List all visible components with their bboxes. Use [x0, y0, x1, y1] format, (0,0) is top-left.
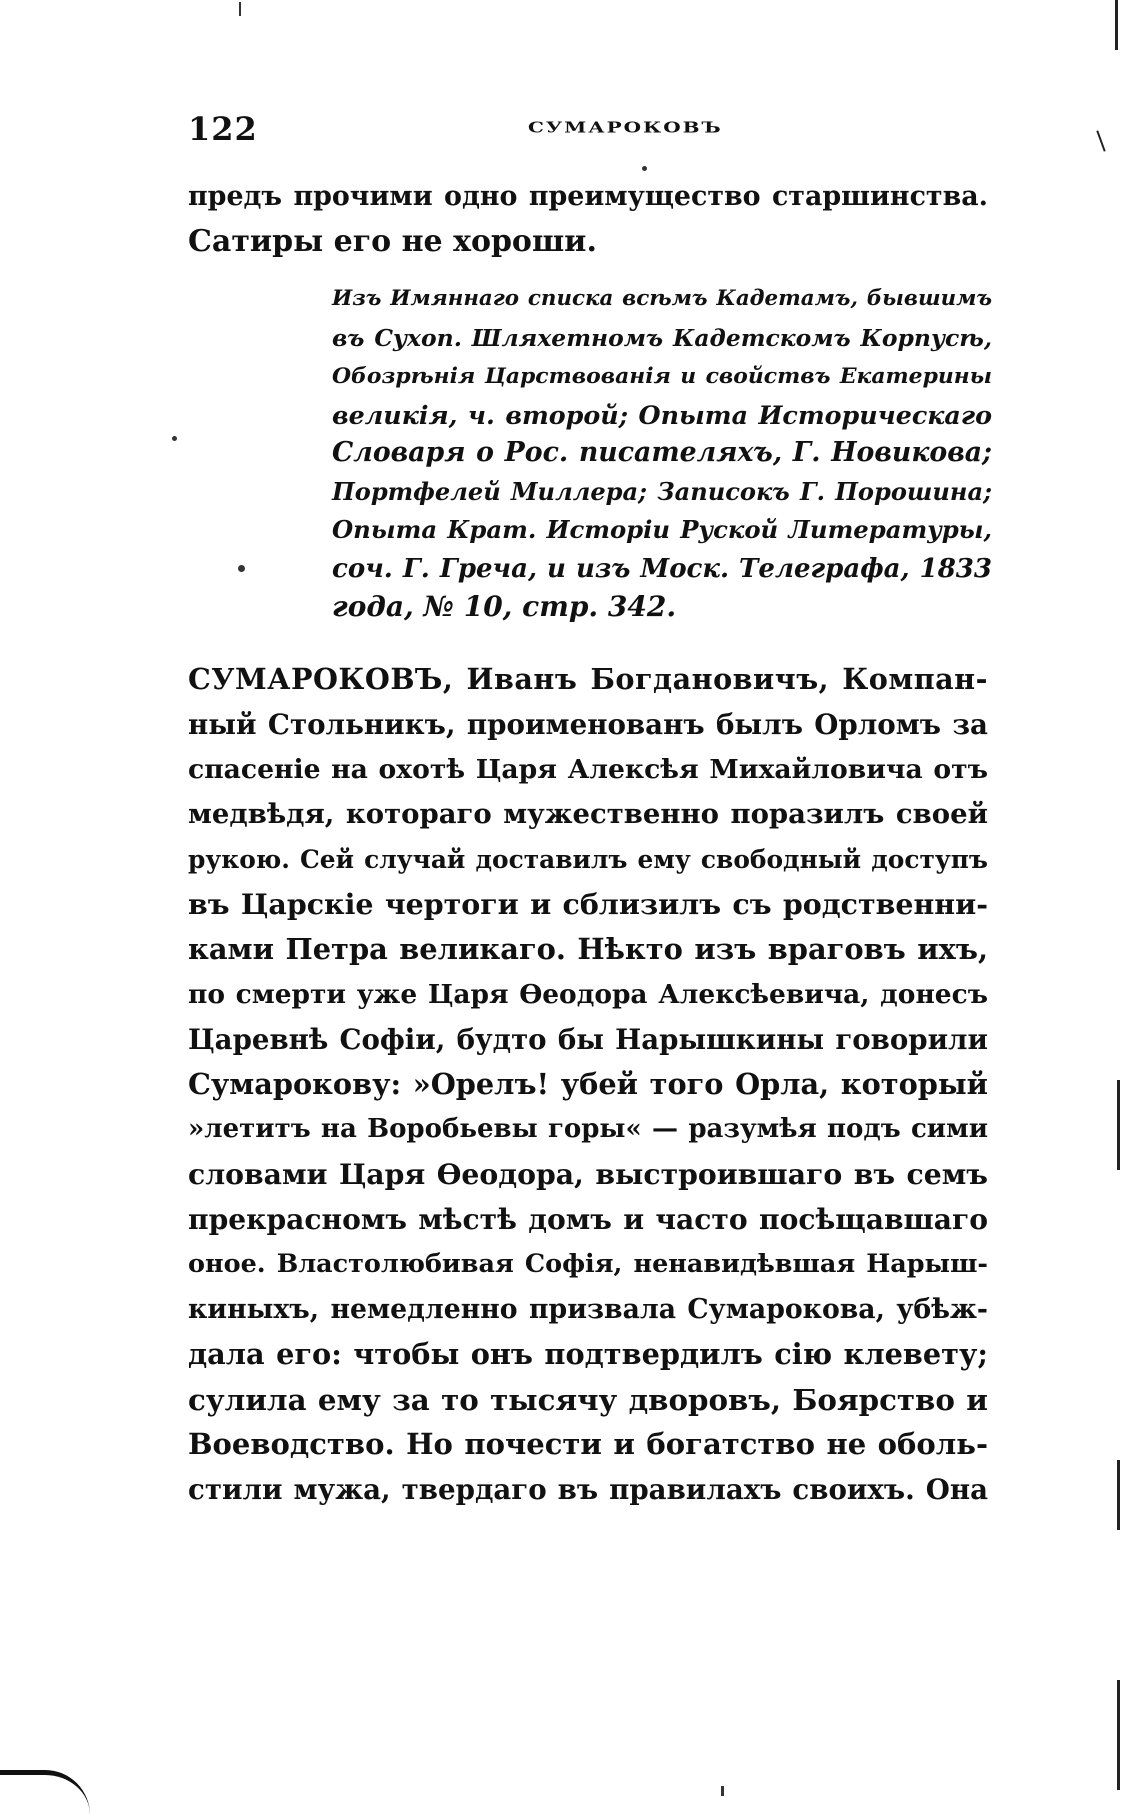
text-line: прекрасномъ мѣстѣ домъ и часто посѣщавшаго [188, 1203, 988, 1236]
text-line: словами Царя Ѳеодора, выстроившаго въ семъ [188, 1157, 988, 1191]
running-head: СУМАРОКОВЪ [528, 118, 723, 136]
text-line: »летитъ на Воробьевы горы« — разумѣя подъ сими [188, 1114, 988, 1144]
citation-line: Портфелей Миллера; Записокъ Г. Порошина; [332, 476, 992, 506]
citation-line: Обозрѣнія Царствованія и свойствъ Екатерины [332, 363, 992, 389]
scan-edge-mark [1096, 130, 1105, 151]
citation-line: Изъ Имяннаго списка всѣмъ Кадетамъ, бывшимъ [332, 286, 992, 311]
text-line: ками Петра великаго. Нѣкто изъ враговъ ихъ, [188, 932, 988, 966]
text-line: по смерти уже Царя Ѳеодора Алексѣевича, донесъ [188, 979, 988, 1010]
scan-speck [642, 166, 647, 171]
citation-line: великія, ч. второй; Опыта Историческаго [332, 399, 992, 430]
text-line: рукою. Сей случай доставилъ ему свободный доступъ [188, 845, 988, 874]
text-line: медвѣдя, котораго мужественно поразилъ своей [188, 798, 988, 830]
scan-edge-mark [1115, 0, 1118, 50]
scan-speck [239, 2, 241, 16]
text-line: въ Царскіе чертоги и сблизилъ съ родственни- [188, 887, 988, 921]
scan-speck [172, 436, 177, 441]
text-line: оное. Властолюбивая Софія, ненавидѣвшая Нарыш- [188, 1249, 988, 1279]
intro-paragraph [188, 174, 988, 264]
citation-line: Опыта Крат. Исторіи Руской Литературы, [332, 515, 992, 544]
citation-line: соч. Г. Греча, и изъ Моск. Телеграфа, 1833 [332, 553, 992, 584]
text-line: киныхъ, немедленно призвала Сумарокова, убѣж- [188, 1294, 988, 1325]
scan-edge-mark [1117, 1680, 1120, 1790]
main-entry-paragraph [188, 657, 988, 1512]
scan-speck [238, 565, 245, 572]
page-number: 122 [188, 110, 258, 148]
text-line: ный Стольникъ, проименованъ былъ Орломъ за [188, 708, 988, 741]
text-line: спасеніе на охотѣ Царя Алексѣя Михайловича отъ [188, 754, 988, 785]
scan-edge-mark [1117, 1080, 1120, 1170]
citation-line: года, № 10, стр. 342. [332, 590, 677, 623]
scan-page-curl [0, 1770, 90, 1815]
text-line: предъ прочими одно преимущество старшинства. [188, 181, 988, 212]
citation-line: въ Сухоп. Шляхетномъ Кадетскомъ Корпусѣ, [332, 323, 992, 352]
page-header [188, 110, 988, 154]
text-line: дала его: чтобы онъ подтвердилъ сію клевету; [188, 1337, 988, 1371]
text-line: сулила ему за то тысячу дворовъ, Боярство и [188, 1382, 988, 1417]
sources-citation [332, 280, 992, 627]
scan-speck [721, 1786, 724, 1796]
citation-line: Словаря о Рос. писателяхъ, Г. Новикова; [332, 437, 992, 468]
text-line: Сумарокову: »Орелъ! убей того Орла, который [188, 1067, 988, 1101]
scan-edge-mark [1117, 1460, 1120, 1530]
text-line: Воеводство. Но почести и богатство не оболь- [188, 1427, 988, 1461]
text-line: стили мужа, твердаго въ правилахъ своихъ. Она [188, 1473, 988, 1506]
entry-heading-line: СУМАРОКОВЪ, Иванъ Богдановичъ, Компан- [188, 662, 988, 696]
text-line: Царевнѣ Софіи, будто бы Нарышкины говорили [188, 1023, 988, 1056]
text-line: Сатиры его не хороши. [188, 224, 597, 259]
